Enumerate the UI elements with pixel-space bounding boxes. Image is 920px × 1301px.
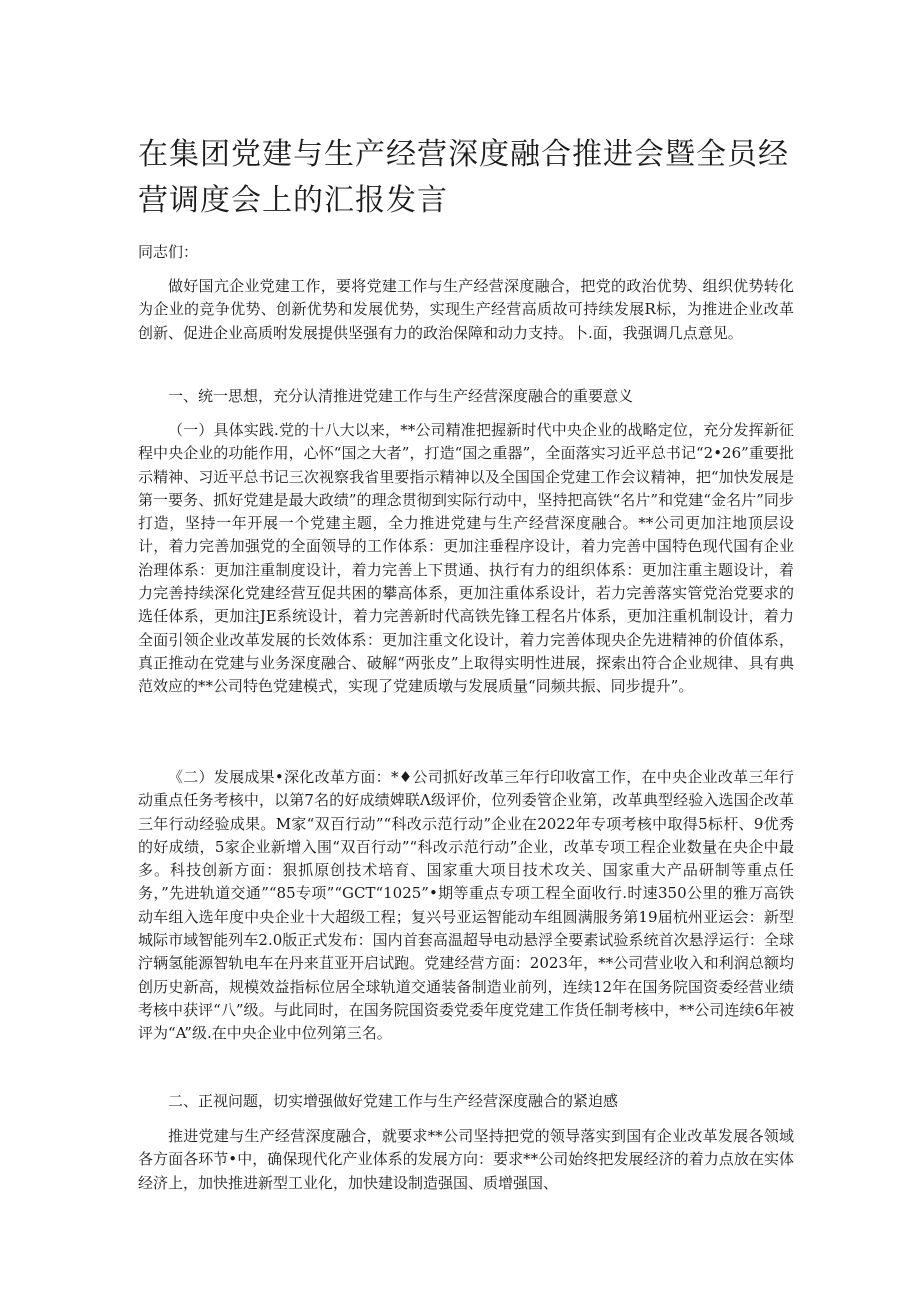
- document-title: 在集团党建与生产经营深度融合推进会暨全员经营调度会上的汇报发言: [138, 137, 789, 218]
- section-heading-1: 一、统一思想，充分认清推进党建工作与生产经营深度融合的重要意义: [168, 387, 634, 405]
- section-1-paragraph-2: 《二）发展成果•深化改革方面：*♦公司抓好改革三年行印收富工作，在中央企业改革三年行动重点任务考核中，以第7名的好成绩婢联Λ级评价，位列委管企业第，改革典型经验入选国企改革三年行动经验成果。M家“双百行动”“科改示范行动”企业在2022年专项考核中取得5标杆、9优秀的好成绩，5家企业新增入围“双百行动”“科改示范行动”企业，改革专项工程企业数量在央企中最多。科技创新方面：狠抓原创技术培育、国家重大项目技术攻关、国家重大产品研制等重点任务，”先进轨道交通”“85专项”“GCT“1025”•期等重点专项工程全面收行.时速350公里的雅万高铁动车组入选年度中央企业十大超级工程；复兴号亚运智能动车组圆满服务第19届杭州亚运会：新型城际市域智能列车2.0版正式发布：国内首套高温超导电动悬浮全要素试验系统首次悬浮运行：全球泞辆氢能源智轨电车在丹来苴亚开启试跑。党建经营方面：2023年，**公司营业收入和利润总额均创历史新高，规模效益指标位居全球轨道交通装备制造业前列，连续12年在国务院国资委经营业绩考核中获评“八”级。与此同时，在国务院国资委党委年度党建工作货任制考核中，**公司连续6年被评为“A”级.在中央企业中位列第三名。: [138, 768, 794, 1043]
- section-heading-2: 二、正视问题，切实增强做好党建工作与生产经营深度融合的紧迫感: [168, 1092, 619, 1110]
- section-1-paragraph-1: （一）具体实践.党的十八大以来，**公司精准把握新时代中央企业的战略定位，充分发挥新征程中央企业的功能作用，心怀“国之大者”，打造“国之重器”，全面落实习近平总书记“2•26”重要批示精神、习近平总书记三次视察我省里要指示精神以及全国国企党建工作会议精神，把“加快发展是第一要务、抓好党建是最大政绩”的理念贯彻到实际行动中，坚持把高铁“名片”和党建“金名片”同步打造，坚持一年开展一个党建主题，全力推进党建与生产经营深度融合。**公司更加注地顶层设计，着力完善加强党的全面领导的工作体系：更加注垂程序设计，着力完善中国特色现代国有企业治理体系：更加注重制度设计，着力完善上下贯通、执行有力的组织体系：更加注重主题设计，着力完善持续深化党建经营互促共困的攀高体系，更加注重体系设计，若力完善落实管党治党要求的选任体系，更加注JE系统设计，着力完善新时代高铁先锋工程名片体系，更加注重机制设计，着力全面引领企业改革发展的长效体系：更加注重文化设计，着力完善体现央企先进精神的价值体系，真正推动在党建与业务深度融合、破解“两张皮”上取得实明性进展，探索出符合企业规律、具有典范效应的**公司特色党建模式，实现了党建质墩与发展质量“同频共振、同步提升”。: [138, 421, 794, 696]
- intro-paragraph: 做好国亢企业党建工作，要将党建工作与生产经营深度融合，把党的政治优势、组织优势转化为企业的竞争优势、创新优势和发展优势，实现生产经营高质故可持续发展R标，为推进企业改革创新、促进企业高质咐发展提供坚强有力的政治保障和动力支持。卜.面，我强调几点意见。: [138, 277, 794, 342]
- salutation: 同志们：: [138, 243, 199, 261]
- section-2-paragraph-1: 推进党建与生产经营深度融合，就要求**公司坚持把党的领导落实到国有企业改革发展各领域各方面各环节•中，确保现代化产业体系的发展方向：要求**公司始终把发展经济的着力点放在实体经济上，加快推进新型工业化，加快建设制造强国、质增强国、: [138, 1127, 794, 1192]
